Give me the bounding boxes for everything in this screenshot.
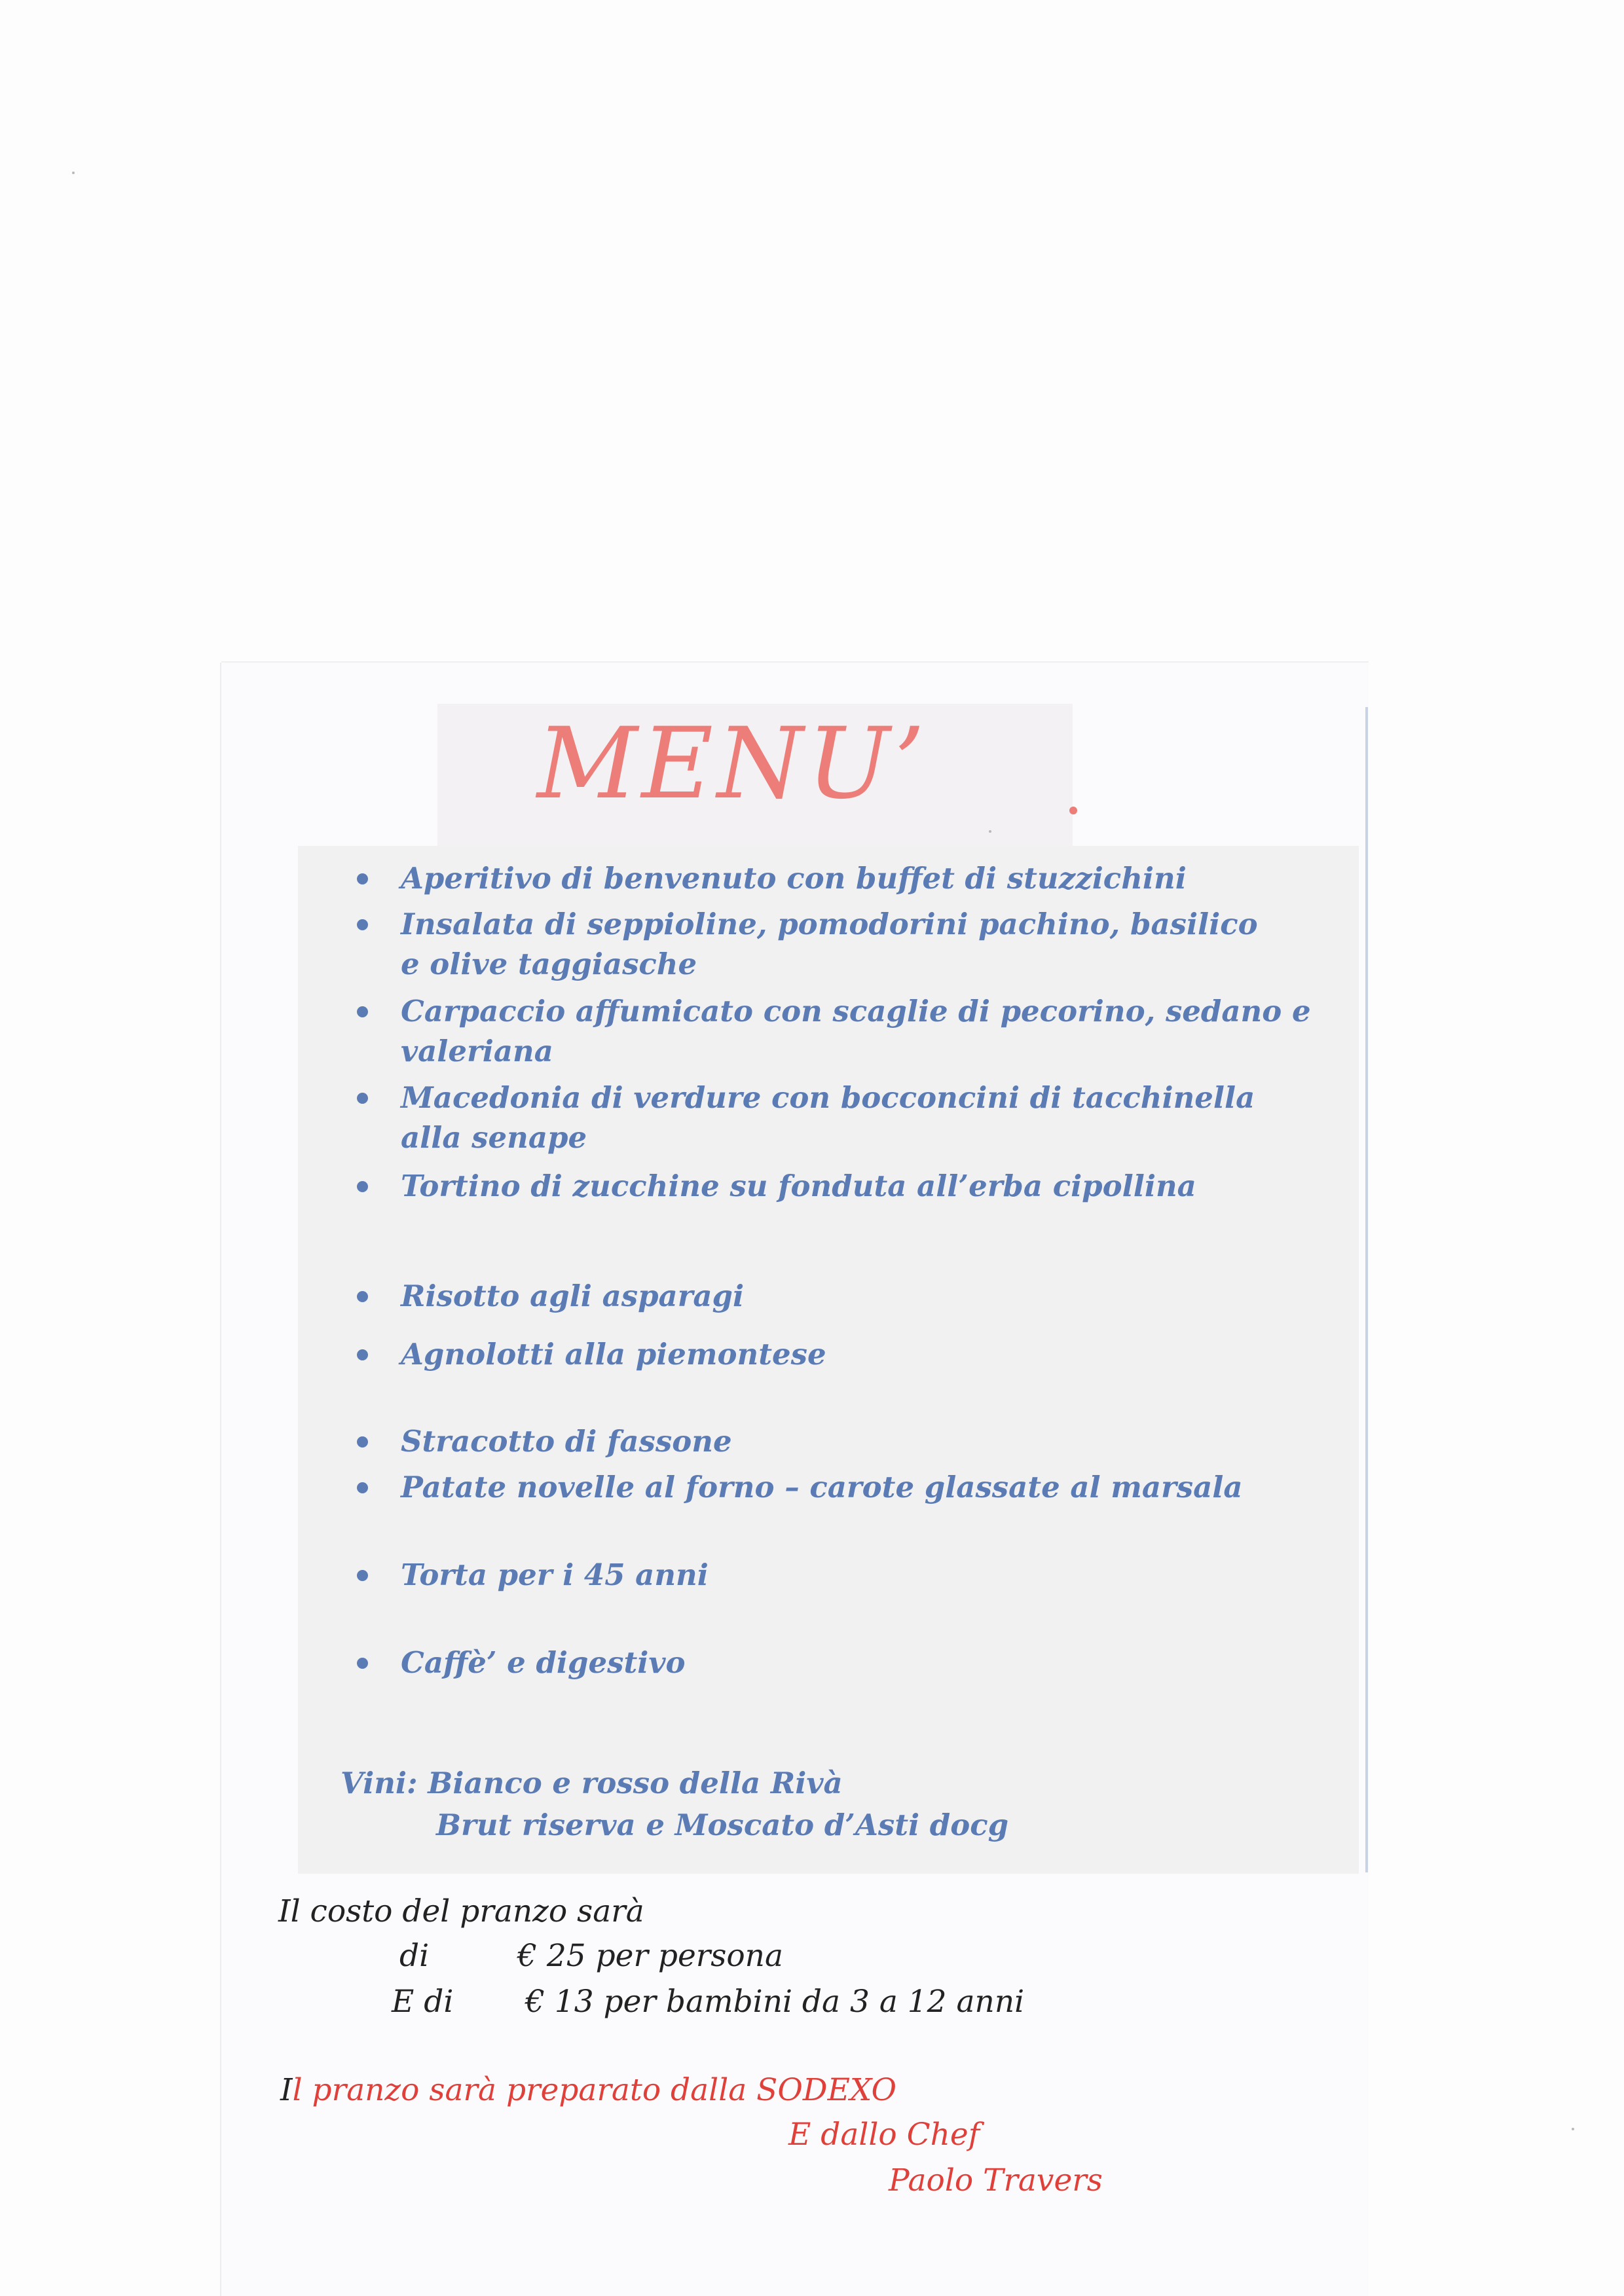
menu-item-text-continued: e olive taggiasche [401, 947, 697, 981]
bullet-icon [357, 1436, 368, 1448]
menu-item-text-continued: valeriana [401, 1034, 553, 1068]
menu-item-text: Patate novelle al forno – carote glassate al marsala [401, 1470, 1243, 1504]
menu-item-text: Insalata di seppioline, pomodorini pachino, basilico [401, 907, 1258, 941]
credit-line-caterer [280, 2072, 896, 2108]
wines-line-continued: Brut riserva e Moscato d’Asti docg [436, 1808, 1009, 1842]
menu-item-text: Risotto agli asparagi [401, 1279, 745, 1313]
bullet-icon [357, 1658, 368, 1669]
menu-title: MENU’ [537, 707, 929, 821]
bullet-icon [357, 1349, 368, 1360]
wines-section [341, 1762, 1008, 1846]
credit-line-chef-intro: E dallo Chef [788, 2117, 980, 2153]
cost-intro: Il costo del pranzo sarà [278, 1893, 644, 1929]
menu-item-text-continued: alla senape [401, 1120, 587, 1155]
bullet-icon [357, 1570, 368, 1581]
menu-item-text: Stracotto di fassone [401, 1424, 732, 1459]
sheet-edge [1365, 707, 1368, 1872]
menu-item-text: Macedonia di verdure con bocconcini di tacchinella [401, 1080, 1255, 1115]
scan-speck [72, 172, 75, 174]
adult-price-prefix: di [399, 1938, 430, 1974]
menu-item-text: Agnolotti alla piemontese [401, 1337, 826, 1372]
bullet-icon [357, 919, 368, 930]
menu-item-text: Torta per i 45 anni [401, 1558, 709, 1592]
credit-line-chef-name: Paolo Travers [889, 2162, 1103, 2198]
credit-initial: I [280, 2072, 293, 2108]
menu-item-text: Caffè’ e digestivo [401, 1645, 686, 1680]
scan-speck [989, 830, 991, 833]
child-price-prefix: E di [392, 1984, 454, 2020]
menu-item-text: Aperitivo di benvenuto con buffet di stuzzichini [401, 861, 1187, 896]
scan-speck [1572, 2128, 1574, 2130]
adult-price: € 25 per persona [517, 1938, 783, 1974]
title-dot [1069, 807, 1077, 814]
bullet-icon [357, 1006, 368, 1017]
bullet-icon [357, 1181, 368, 1192]
bullet-icon [357, 1093, 368, 1104]
bullet-icon [357, 1291, 368, 1302]
child-price: € 13 per bambini da 3 a 12 anni [525, 1984, 1025, 2020]
bullet-icon [357, 873, 368, 884]
wines-line: Vini: Bianco e rosso della Rivà [341, 1766, 843, 1800]
menu-item-text: Carpaccio affumicato con scaglie di pecorino, sedano e [401, 994, 1311, 1029]
menu-item-text: Tortino di zucchine su fonduta all’erba cipollina [401, 1169, 1196, 1203]
bullet-icon [357, 1482, 368, 1493]
credit-caterer-text: l pranzo sarà preparato dalla SODEXO [292, 2072, 897, 2108]
